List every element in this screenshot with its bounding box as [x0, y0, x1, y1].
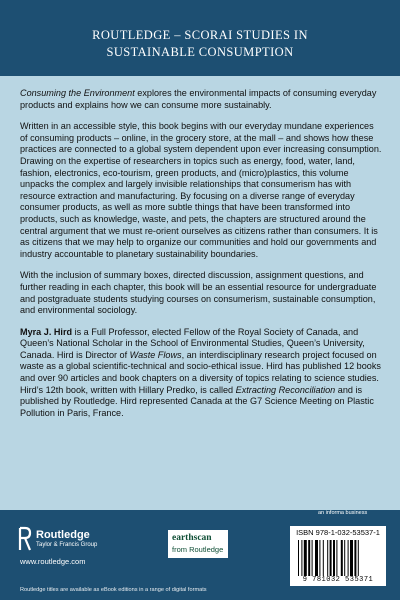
series-title-line1: ROUTLEDGE – SCORAI STUDIES IN: [92, 28, 308, 42]
author-bio-text: is a Full Professor, elected Fellow of the Royal Society of Canada, and Queen’s National Scholar in the School of Environmental Studies, Queen’s University, Canada. Hird is Director of: [20, 326, 365, 360]
description-paragraph: Written in an accessible style, this book begins with our everyday mundane experiences of consuming products – online, in the grocery store, at the mall – and shows how these practices are connected to a global system dependent upon ever increasing consumption. Drawing on the expertise of researchers in topics such as energy, food, water, land, fashion, electronics, eco-tourism, green products, and (micro)plastics, this volume unpacks the complex and largely invisible relationships that consumerism has with resource extraction and manufacturing. By focusing on a diverse range of everyday consumer products, as well as more subtle things that have been transformed into products, such as knowledge, waste, and pets, the chapters are structured around the central argument that we must re-orient ourselves as citizens rather than consumers. It is as citizens that we may help to organize our communities and hold our governments and industry accountable to planetary sustainability boundaries.: [20, 121, 382, 259]
author-bio-text: and is published by Routledge. Hird represented Canada at the G7 Science Meeting on Plastic Pollution in Paris, France.: [20, 384, 374, 418]
intro-paragraph: [20, 88, 382, 111]
barcode-bars-icon: [298, 540, 378, 576]
publisher-name: Routledge: [36, 529, 90, 541]
imprint-subtitle: from Routledge: [172, 545, 224, 554]
features-paragraph: With the inclusion of summary boxes, directed discussion, assignment questions, and further reading in each chapter, this book will be an essential resource for undergraduate and postgraduate students studying courses on consumerism, sustainable consumption, and environmental sociology.: [20, 270, 377, 316]
project-name: Waste Flows: [129, 349, 182, 360]
ebook-note: Routledge titles are available as eBook editions in a range of digital formats: [20, 587, 207, 593]
imprint-name: earthscan: [172, 533, 212, 543]
author-name: Myra J. Hird: [20, 326, 73, 337]
publisher-band: [0, 510, 400, 600]
author-bio: [20, 327, 382, 420]
other-book-title: Extracting Reconciliation: [235, 384, 336, 395]
author-bio-text: , an interdisciplinary research project focused on waste as a global scientific-technical and socio-ethical issue. Hird has published 12 books and over 90 articles and book chapters on a diversity of topics relating to science studies. Hird’s 12th book, written with Hillary Predko, is called: [20, 349, 381, 395]
barcode-digits: 9 781032 535371: [302, 576, 374, 584]
publisher-subtitle: Taylor & Francis Group: [36, 542, 98, 548]
isbn: ISBN 978-1-032-53537-1: [296, 528, 380, 537]
earthscan-logo: [168, 530, 228, 558]
blurb: [20, 88, 382, 429]
routledge-r-logo-icon: [18, 526, 32, 557]
barcode: [290, 526, 386, 586]
book-title: Consuming the Environment: [20, 88, 135, 98]
intro-text: explores the environmental impacts of consuming everyday products and explains how we can consume more sustainably.: [20, 88, 377, 110]
series-band: [0, 0, 400, 76]
publisher-url: www.routledge.com: [20, 557, 86, 566]
informa-note: an informa business: [318, 510, 368, 516]
series-title-line2: SUSTAINABLE CONSUMPTION: [106, 45, 294, 59]
